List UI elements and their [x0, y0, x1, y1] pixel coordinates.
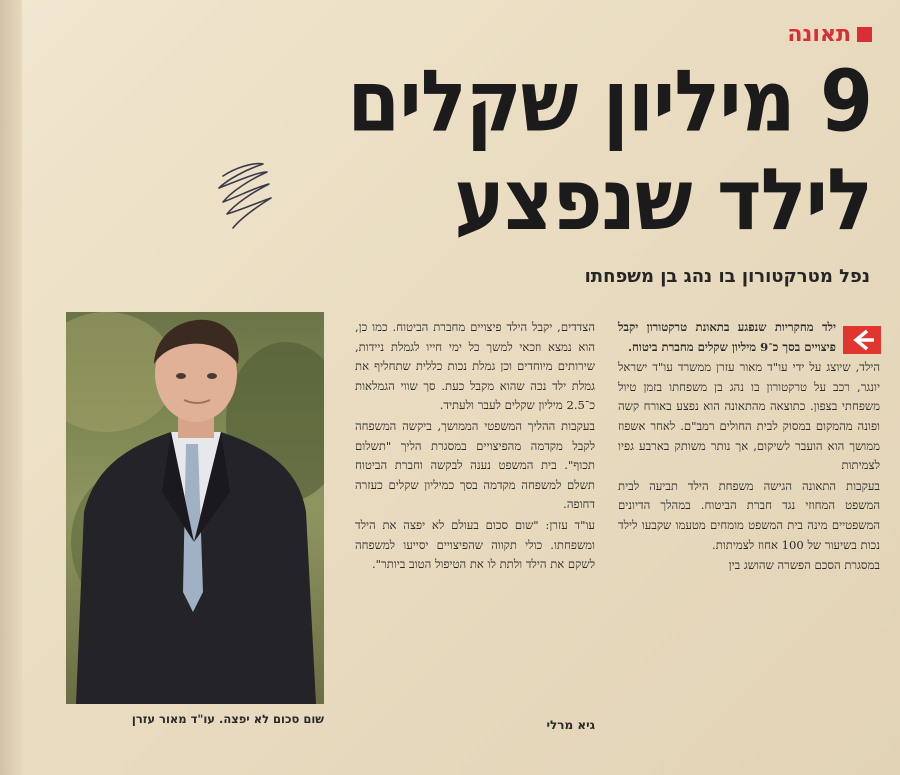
article-lead: ילד מחקריות שנפגע בתאונת טרקטורון יקבל פיצויים בסך כ־9 מיליון שקלים מחברת ביטוח. [618, 320, 836, 354]
author-byline: גיא מרלי [546, 718, 595, 732]
headline [232, 52, 872, 249]
article-column-left [355, 318, 595, 576]
section-square-icon [857, 27, 872, 42]
paragraph: עו"ד עזרן: "שום סכום בעולם לא יפצה את הילד ומשפחתו. כולי תקווה שהפיצויים יסייעו למשפחה לשקם את הילד ולתת לו את הטיפול הטוב ביותר". [355, 517, 595, 572]
lawyer-photo [66, 312, 324, 704]
pen-scribble-icon [205, 158, 275, 233]
paragraph: בעקבות התאונה הגישה משפחת הילד תביעה לבית המשפט המחוזי נגד חברת הביטוח. במהלך הדיונים המשפטיים מינה בית המשפט מומחים מטעמו שקבעו לילד נכות בשיעור של 100 אחוז לצמיתות. [618, 478, 880, 552]
paragraph: במסגרת הסכם הפשרה שהושג בין [728, 558, 880, 573]
section-title: תאונה [787, 22, 851, 47]
paragraph: בעקבות ההליך המשפטי הממושך, ביקשה המשפחה לקבל מקדמה מהפיצויים במסגרת הליך "תשלום תכוף". בית המשפט נענה לבקשה וחברת הביטוח תשלם למשפחה מקדמה בסך כמיליון שקלים כעזרה דחופה. [355, 418, 595, 512]
photo-caption: שום סכום לא יפצה. עו"ד מאור עזרן [131, 712, 324, 726]
subheadline: נפל מטרקטורון בו נהג בן משפחתו [584, 266, 870, 287]
headline-line-2: לילד שנפצע [454, 149, 872, 250]
paragraph: הילד, שיוצג על ידי עו"ד מאור עזרן ממשרד עו"ד ישראל יונגר, רכב על טרקטורון בו נהג בן משפחתו בזמן טיול משפחתי בצפון. כתוצאה מהתאונה הוא נפצע באורח קשה ופונה מהמקום במסוק לבית החולים רמב"ם. לאחר אשפוז ממושך הוא הועבר לשיקום, אך נותר משותק בארבע גפיו לצמיתות [618, 360, 880, 473]
paragraph: הצדדים, יקבל הילד פיצויים מחברת הביטוח. כמו כן, הוא נמצא וזכאי למשך כל ימי חייו לגמלת ניידות, שירותים מיוחדים וכן גמלת נכות כללית שתחליף את גמלת ילד נכה שהוא מקבל כעת. סך שווי הגמלאות כ־2.5 מיליון שקלים לעבר ולעתיד. [355, 320, 595, 413]
section-label [787, 22, 872, 47]
article-column-right [618, 318, 880, 577]
headline-line-1: 9 מיליון שקלים [347, 50, 872, 151]
